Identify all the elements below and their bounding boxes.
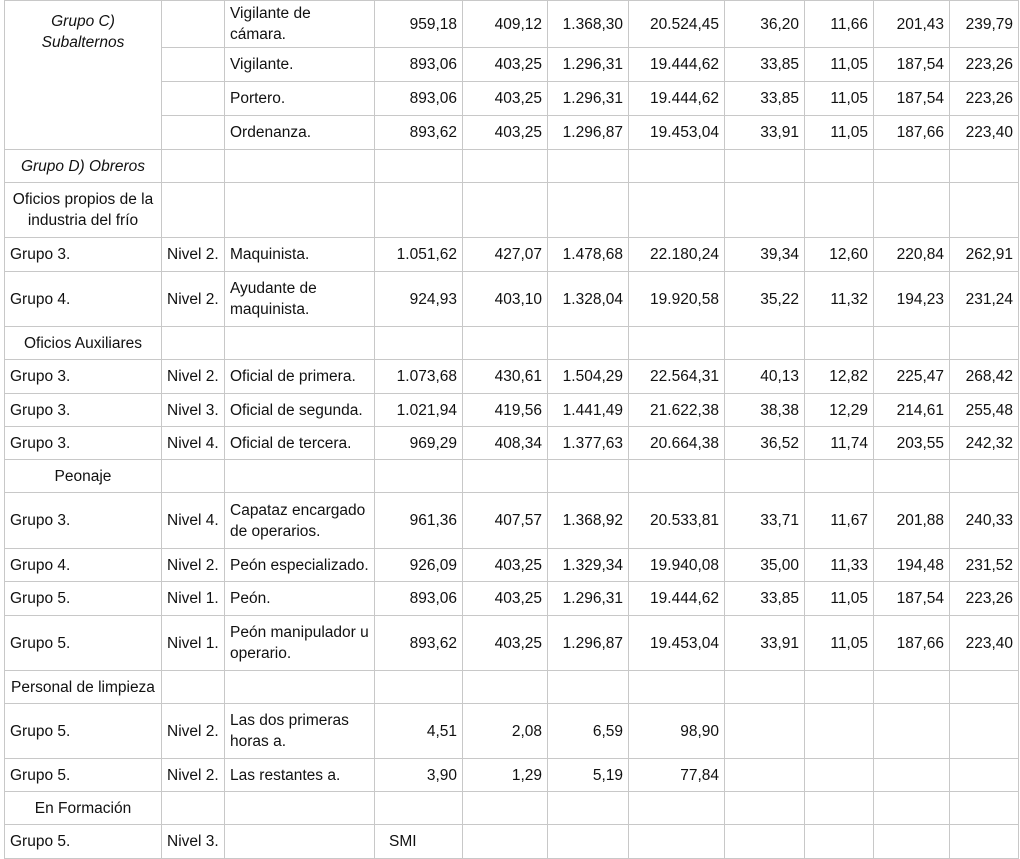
group-cell: Grupo 3. (5, 238, 162, 272)
value-cell (463, 825, 548, 859)
value-cell (548, 183, 629, 238)
value-cell: 22.564,31 (629, 360, 725, 394)
value-cell: 430,61 (463, 360, 548, 394)
table-row (5, 272, 1019, 327)
group-cell: Grupo 4. (5, 272, 162, 327)
value-cell (548, 150, 629, 183)
section-label: En Formación (5, 792, 162, 825)
value-cell (375, 327, 463, 360)
value-cell: 36,52 (725, 427, 805, 460)
table-row (5, 759, 1019, 792)
level-cell: Nivel 2. (162, 704, 225, 759)
value-cell: 187,66 (874, 116, 950, 150)
level-cell (162, 792, 225, 825)
value-cell (725, 759, 805, 792)
value-cell: 12,29 (805, 394, 874, 427)
table-row (5, 238, 1019, 272)
value-cell (375, 792, 463, 825)
value-cell (548, 671, 629, 704)
table-row (5, 394, 1019, 427)
value-cell: 19.920,58 (629, 272, 725, 327)
group-cell: Grupo 5. (5, 616, 162, 671)
value-cell: 36,20 (725, 1, 805, 48)
value-cell (548, 792, 629, 825)
level-cell (162, 48, 225, 82)
value-cell (805, 150, 874, 183)
section-row (5, 671, 1019, 704)
table-row (5, 549, 1019, 582)
value-cell: 12,82 (805, 360, 874, 394)
value-cell: 194,48 (874, 549, 950, 582)
value-cell: 11,05 (805, 116, 874, 150)
section-label: Peonaje (5, 460, 162, 493)
table-body (5, 1, 1019, 859)
section-row (5, 327, 1019, 360)
group-cell: Grupo 5. (5, 582, 162, 616)
value-cell: 926,09 (375, 549, 463, 582)
level-cell: Nivel 2. (162, 549, 225, 582)
value-cell: 5,19 (548, 759, 629, 792)
value-cell: 194,23 (874, 272, 950, 327)
level-cell (162, 671, 225, 704)
value-cell: 893,62 (375, 616, 463, 671)
section-label: Personal de limpieza (5, 671, 162, 704)
value-cell: 19.444,62 (629, 48, 725, 82)
category-cell (225, 792, 375, 825)
value-cell: 187,66 (874, 616, 950, 671)
value-cell (629, 671, 725, 704)
category-cell: Peón manipulador u operario. (225, 616, 375, 671)
value-cell (463, 671, 548, 704)
category-cell (225, 150, 375, 183)
group-cell: Grupo 3. (5, 394, 162, 427)
value-cell (950, 825, 1019, 859)
level-cell: Nivel 2. (162, 238, 225, 272)
value-cell: 231,52 (950, 549, 1019, 582)
value-cell: 38,38 (725, 394, 805, 427)
value-cell (950, 150, 1019, 183)
group-cell: Grupo 4. (5, 549, 162, 582)
value-cell (950, 327, 1019, 360)
value-cell (375, 183, 463, 238)
value-cell: 427,07 (463, 238, 548, 272)
value-cell (874, 671, 950, 704)
value-cell: 19.453,04 (629, 616, 725, 671)
value-cell: 33,91 (725, 616, 805, 671)
group-cell: Grupo 5. (5, 704, 162, 759)
value-cell (725, 327, 805, 360)
section-label: Oficios propios de la industria del frío (5, 183, 162, 238)
section-row (5, 150, 1019, 183)
table-row (5, 825, 1019, 859)
table-row (5, 1, 1019, 48)
value-cell (375, 150, 463, 183)
value-cell: 98,90 (629, 704, 725, 759)
value-cell: 33,91 (725, 116, 805, 150)
value-cell: 19.940,08 (629, 549, 725, 582)
value-cell: 11,05 (805, 48, 874, 82)
table-row (5, 704, 1019, 759)
value-cell: 19.453,04 (629, 116, 725, 150)
value-cell: 1.296,31 (548, 582, 629, 616)
value-cell: 223,40 (950, 116, 1019, 150)
value-cell: 419,56 (463, 394, 548, 427)
category-cell: Maquinista. (225, 238, 375, 272)
value-cell: 3,90 (375, 759, 463, 792)
value-cell (950, 460, 1019, 493)
table-row (5, 360, 1019, 394)
level-cell: Nivel 4. (162, 427, 225, 460)
value-cell: 1.377,63 (548, 427, 629, 460)
value-cell (725, 704, 805, 759)
value-cell: 1,29 (463, 759, 548, 792)
value-cell: 35,00 (725, 549, 805, 582)
value-cell: 1.368,30 (548, 1, 629, 48)
value-cell (805, 460, 874, 493)
value-cell (629, 327, 725, 360)
level-cell: Nivel 2. (162, 272, 225, 327)
value-cell: 11,05 (805, 616, 874, 671)
value-cell (548, 825, 629, 859)
category-cell (225, 183, 375, 238)
value-cell (463, 183, 548, 238)
value-cell: 403,10 (463, 272, 548, 327)
value-cell (950, 183, 1019, 238)
group-cell: Grupo 5. (5, 759, 162, 792)
value-cell: 403,25 (463, 549, 548, 582)
value-cell (725, 460, 805, 493)
value-cell: 223,26 (950, 82, 1019, 116)
value-cell: 268,42 (950, 360, 1019, 394)
salary-table (4, 0, 1019, 859)
value-cell (874, 792, 950, 825)
value-cell (950, 792, 1019, 825)
value-cell: 1.296,31 (548, 48, 629, 82)
value-cell: 225,47 (874, 360, 950, 394)
value-cell (805, 183, 874, 238)
value-cell: 1.504,29 (548, 360, 629, 394)
value-cell: 203,55 (874, 427, 950, 460)
value-cell (629, 183, 725, 238)
value-cell: 403,25 (463, 582, 548, 616)
section-row (5, 183, 1019, 238)
group-cell: Grupo 3. (5, 360, 162, 394)
group-cell: Grupo 5. (5, 825, 162, 859)
value-cell: 22.180,24 (629, 238, 725, 272)
level-cell: Nivel 1. (162, 616, 225, 671)
value-cell: 893,06 (375, 82, 463, 116)
value-cell (548, 327, 629, 360)
value-cell (375, 671, 463, 704)
value-cell (874, 759, 950, 792)
value-cell (874, 183, 950, 238)
value-cell: 187,54 (874, 582, 950, 616)
value-cell: 1.329,34 (548, 549, 629, 582)
level-cell (162, 116, 225, 150)
category-cell: Oficial de primera. (225, 360, 375, 394)
value-cell (463, 150, 548, 183)
value-cell: 11,33 (805, 549, 874, 582)
value-cell: 220,84 (874, 238, 950, 272)
value-cell: 1.021,94 (375, 394, 463, 427)
level-cell: Nivel 3. (162, 394, 225, 427)
category-cell: Vigilante. (225, 48, 375, 82)
table-row (5, 616, 1019, 671)
value-cell: 1.073,68 (375, 360, 463, 394)
value-cell (950, 704, 1019, 759)
level-cell: Nivel 2. (162, 360, 225, 394)
value-cell (629, 825, 725, 859)
value-cell: 239,79 (950, 1, 1019, 48)
value-cell (805, 759, 874, 792)
value-cell: 255,48 (950, 394, 1019, 427)
value-cell: 1.296,87 (548, 616, 629, 671)
value-cell (629, 150, 725, 183)
value-cell (950, 671, 1019, 704)
level-cell (162, 183, 225, 238)
value-cell: 20.524,45 (629, 1, 725, 48)
group-cell: Grupo 3. (5, 493, 162, 549)
level-cell (162, 460, 225, 493)
value-cell: 409,12 (463, 1, 548, 48)
value-cell: 11,66 (805, 1, 874, 48)
value-cell: 969,29 (375, 427, 463, 460)
value-cell (805, 671, 874, 704)
value-cell: 187,54 (874, 48, 950, 82)
value-cell (548, 460, 629, 493)
value-cell: 231,24 (950, 272, 1019, 327)
value-cell: 214,61 (874, 394, 950, 427)
category-cell: Ordenanza. (225, 116, 375, 150)
group-cell: Grupo 3. (5, 427, 162, 460)
value-cell: 40,13 (725, 360, 805, 394)
category-cell: Las restantes a. (225, 759, 375, 792)
value-cell (725, 671, 805, 704)
value-cell: 403,25 (463, 616, 548, 671)
value-cell: 6,59 (548, 704, 629, 759)
value-cell (629, 792, 725, 825)
value-cell: 19.444,62 (629, 82, 725, 116)
value-cell: 1.478,68 (548, 238, 629, 272)
value-cell: 21.622,38 (629, 394, 725, 427)
table-row (5, 427, 1019, 460)
value-cell (805, 792, 874, 825)
value-cell (463, 792, 548, 825)
value-cell: 33,85 (725, 82, 805, 116)
section-label: Oficios Auxiliares (5, 327, 162, 360)
value-cell: 201,43 (874, 1, 950, 48)
value-cell (874, 327, 950, 360)
value-cell: 959,18 (375, 1, 463, 48)
category-cell: Portero. (225, 82, 375, 116)
value-cell: 1.368,92 (548, 493, 629, 549)
value-cell: 223,40 (950, 616, 1019, 671)
value-cell: 961,36 (375, 493, 463, 549)
level-cell (162, 82, 225, 116)
category-cell: Oficial de segunda. (225, 394, 375, 427)
value-cell (725, 792, 805, 825)
value-cell: 893,06 (375, 48, 463, 82)
value-cell: 11,74 (805, 427, 874, 460)
value-cell: 1.328,04 (548, 272, 629, 327)
value-cell: 223,26 (950, 582, 1019, 616)
category-cell: Vigilante de cámara. (225, 1, 375, 48)
value-cell: 33,85 (725, 582, 805, 616)
value-cell: 19.444,62 (629, 582, 725, 616)
value-cell: 1.296,31 (548, 82, 629, 116)
value-cell: 1.051,62 (375, 238, 463, 272)
value-cell: SMI (375, 825, 463, 859)
category-cell: Peón especializado. (225, 549, 375, 582)
value-cell (874, 825, 950, 859)
value-cell: 4,51 (375, 704, 463, 759)
value-cell: 924,93 (375, 272, 463, 327)
value-cell: 11,05 (805, 582, 874, 616)
value-cell: 20.664,38 (629, 427, 725, 460)
value-cell: 403,25 (463, 82, 548, 116)
category-cell (225, 671, 375, 704)
value-cell: 33,71 (725, 493, 805, 549)
value-cell (725, 825, 805, 859)
group-c-label: Grupo C) Subalternos (5, 1, 162, 150)
value-cell: 1.296,87 (548, 116, 629, 150)
value-cell: 201,88 (874, 493, 950, 549)
category-cell: Peón. (225, 582, 375, 616)
value-cell: 403,25 (463, 116, 548, 150)
value-cell (805, 704, 874, 759)
value-cell: 223,26 (950, 48, 1019, 82)
level-cell: Nivel 1. (162, 582, 225, 616)
level-cell (162, 150, 225, 183)
value-cell: 262,91 (950, 238, 1019, 272)
value-cell: 11,67 (805, 493, 874, 549)
value-cell (629, 460, 725, 493)
level-cell: Nivel 3. (162, 825, 225, 859)
category-cell (225, 825, 375, 859)
value-cell: 39,34 (725, 238, 805, 272)
category-cell: Oficial de tercera. (225, 427, 375, 460)
value-cell: 12,60 (805, 238, 874, 272)
value-cell: 35,22 (725, 272, 805, 327)
value-cell: 242,32 (950, 427, 1019, 460)
value-cell (805, 825, 874, 859)
value-cell: 407,57 (463, 493, 548, 549)
value-cell (874, 704, 950, 759)
value-cell: 187,54 (874, 82, 950, 116)
value-cell (805, 327, 874, 360)
value-cell (725, 150, 805, 183)
value-cell: 11,05 (805, 82, 874, 116)
level-cell (162, 327, 225, 360)
value-cell: 77,84 (629, 759, 725, 792)
category-cell (225, 327, 375, 360)
value-cell (463, 460, 548, 493)
value-cell: 20.533,81 (629, 493, 725, 549)
level-cell (162, 1, 225, 48)
category-cell: Ayudante de maquinista. (225, 272, 375, 327)
section-row (5, 460, 1019, 493)
value-cell: 240,33 (950, 493, 1019, 549)
value-cell: 33,85 (725, 48, 805, 82)
level-cell: Nivel 2. (162, 759, 225, 792)
value-cell (874, 460, 950, 493)
category-cell (225, 460, 375, 493)
category-cell: Las dos primeras horas a. (225, 704, 375, 759)
table-row (5, 582, 1019, 616)
value-cell: 893,62 (375, 116, 463, 150)
value-cell (874, 150, 950, 183)
level-cell: Nivel 4. (162, 493, 225, 549)
table-row (5, 493, 1019, 549)
value-cell (375, 460, 463, 493)
value-cell (950, 759, 1019, 792)
value-cell (725, 183, 805, 238)
section-label: Grupo D) Obreros (5, 150, 162, 183)
category-cell: Capataz encargado de operarios. (225, 493, 375, 549)
value-cell (463, 327, 548, 360)
value-cell: 893,06 (375, 582, 463, 616)
section-row (5, 792, 1019, 825)
value-cell: 403,25 (463, 48, 548, 82)
value-cell: 11,32 (805, 272, 874, 327)
value-cell: 408,34 (463, 427, 548, 460)
value-cell: 2,08 (463, 704, 548, 759)
value-cell: 1.441,49 (548, 394, 629, 427)
